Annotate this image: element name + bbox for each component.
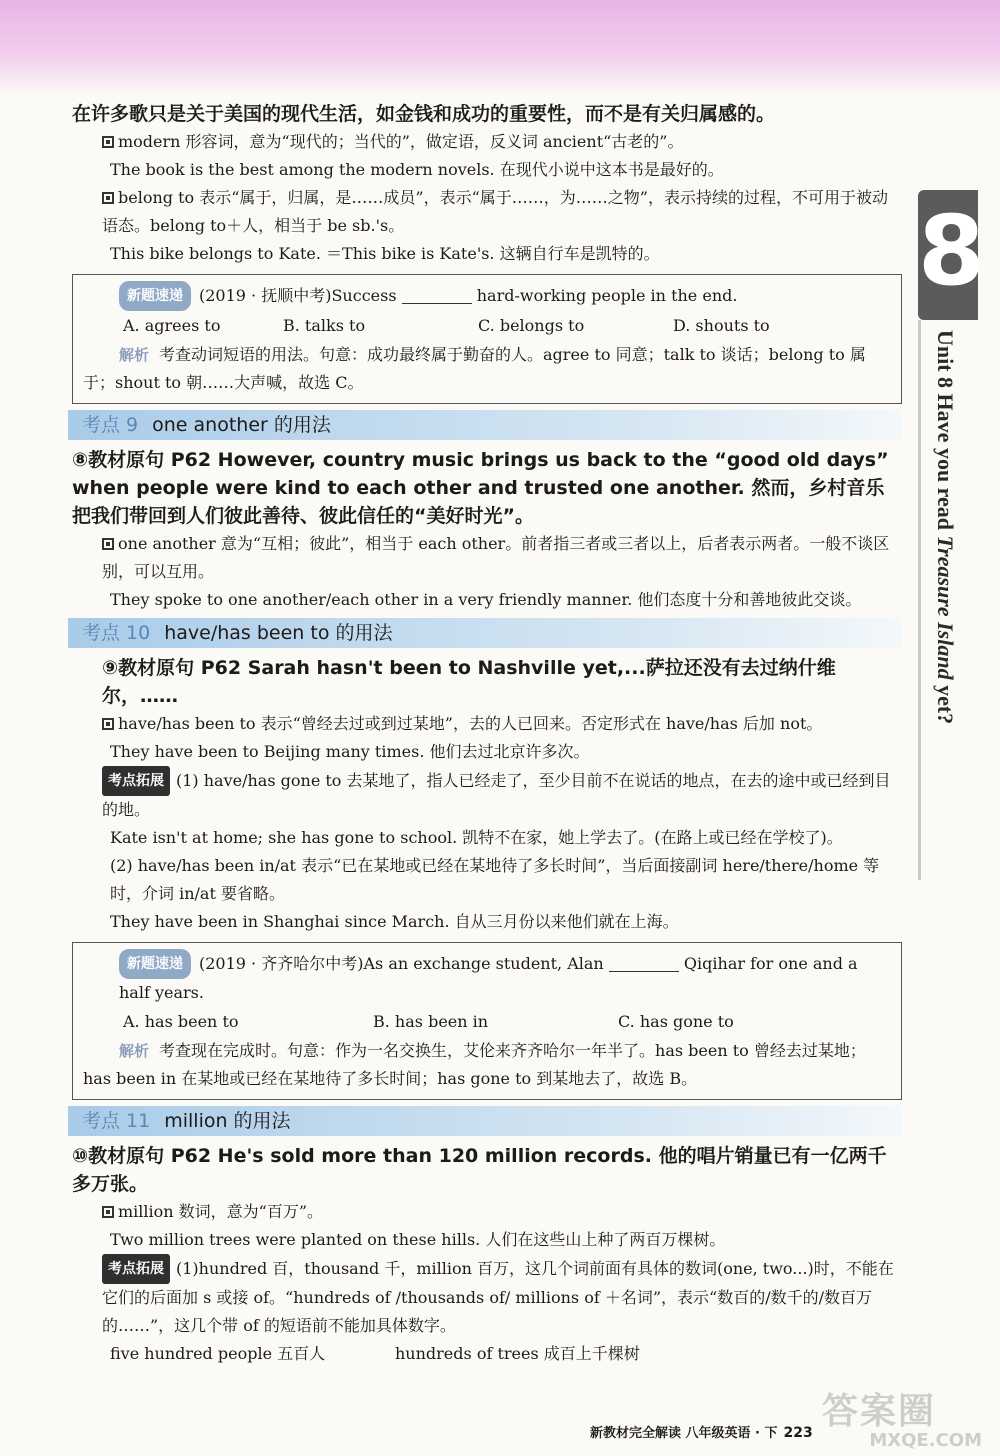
page-number: 223 — [783, 1425, 813, 1441]
page-content — [72, 100, 902, 1368]
extension-badge: 考点拓展 — [102, 766, 170, 796]
extension-hundreds-of: 考点拓展 (1)hundred 百，thousand 千，million 百万，这几个词前面有具体的数词(one, two...)时，不能在它们的后面加 s 或接 of。“hundreds of /thousands of/ millions of ＋名词”，表示“数百的/数千的/数百万的……”，这几个带 of 的短语前不能加具体数字。 — [72, 1254, 902, 1340]
new-question-badge: 新题速递 — [119, 281, 191, 311]
key-point-9-header: 考点 9 one another 的用法 — [68, 410, 902, 440]
exercise-options — [83, 1007, 891, 1037]
key-point-11-header: 考点 11 million 的用法 — [68, 1106, 902, 1136]
example-been-in: They have been in Shanghai since March. 自从三月份以来他们就在上海。 — [110, 912, 679, 931]
option-b: B. has been in — [373, 1012, 489, 1031]
watermark: 答案圈 MXQE.COM — [822, 1391, 982, 1451]
exercise-stem: 新题速递 (2019 · 抚顺中考)Success hard-working people in the end. — [83, 281, 891, 311]
exercise-box-1 — [72, 274, 902, 404]
exercise-box-2 — [72, 942, 902, 1100]
example-have-been-to: They have been to Beijing many times. 他们去过北京许多次。 — [110, 742, 590, 761]
sentence-translation: 在许多歌只是关于美国的现代生活，如金钱和成功的重要性，而不是有关归属感的。 — [72, 103, 776, 125]
side-divider — [918, 320, 921, 880]
unit-number: 8 — [918, 195, 985, 307]
example-one-another: They spoke to one another/each other in a very friendly manner. 他们态度十分和善地彼此交谈。 — [110, 590, 862, 609]
option-b: B. talks to — [283, 316, 366, 335]
note-modern: modern 形容词，意为“现代的；当代的”，做定语，反义词 ancient“古老的”。 — [72, 128, 902, 156]
extension-been-in: (2) have/has been in/at 表示“已在某地或已经在某地待了多长时间”，当后面接副词 here/there/home 等时，介词 in/at 要省略。 — [110, 856, 880, 903]
extension-gone-to: 考点拓展 (1) have/has gone to 去某地了，指人已经走了，至少目前不在说话的地点，在去的途中或已经到目的地。 — [72, 766, 902, 824]
example-million: Two million trees were planted on these hills. 人们在这些山上种了两百万棵树。 — [110, 1230, 726, 1249]
new-question-badge: 新题速递 — [119, 949, 191, 979]
answer-blank — [402, 289, 472, 304]
exercise-analysis: 解析 考查动词短语的用法。句意：成功最终属于勤奋的人。agree to 同意；talk to 谈话；belong to 属于；shout to 朝……大声喊，故选 C。 — [83, 345, 866, 392]
answer-blank — [609, 957, 679, 972]
extension-badge: 考点拓展 — [102, 1254, 170, 1284]
option-c: C. belongs to — [478, 316, 585, 335]
square-bullet-icon — [102, 192, 114, 204]
page-footer — [590, 1422, 813, 1441]
square-bullet-icon — [102, 136, 114, 148]
option-d: D. shouts to — [673, 316, 770, 335]
option-c: C. has gone to — [618, 1012, 734, 1031]
example-modern: The book is the best among the modern novels. 在现代小说中这本书是最好的。 — [110, 160, 724, 179]
textbook-sentence-9: ⑨教材原句 P62 Sarah hasn't been to Nashville yet,...萨拉还没有去过纳什维尔，…… — [102, 657, 836, 707]
exercise-options — [83, 311, 891, 341]
note-million: million 数词，意为“百万”。 — [72, 1198, 902, 1226]
option-a: A. has been to — [123, 1012, 239, 1031]
option-a: A. agrees to — [123, 316, 221, 335]
exercise-stem: 新题速递 (2019 · 齐齐哈尔中考)As an exchange student, Alan Qiqihar for one and a half years. — [83, 949, 891, 1007]
textbook-sentence-8: ⑧教材原句 P62 However, country music brings us back to the “good old days” when people were kind to each other and trusted one another. 然而，乡村音乐把我们带回到人们彼此善待、彼此信任的“美好时光”。 — [72, 449, 889, 527]
exercise-analysis: 解析 考查现在完成时。句意：作为一名交换生，艾伦来齐齐哈尔一年半了。has been to 曾经去过某地；has been in 在某地或已经在某地待了多长时间；has gone to 到某地去了，故选 B。 — [83, 1041, 866, 1088]
book-series: 新教材完全解读 八年级英语 · 下 — [590, 1426, 778, 1441]
note-have-been-to: have/has been to 表示“曾经去过或到过某地”，去的人已回来。否定形式在 have/has 后加 not。 — [72, 710, 902, 738]
square-bullet-icon — [102, 718, 114, 730]
analysis-label: 解析 — [119, 1042, 150, 1060]
note-one-another: one another 意为“互相；彼此”，相当于 each other。前者指三者或三者以上，后者表示两者。一般不谈区别，可以互用。 — [102, 534, 890, 581]
analysis-label: 解析 — [119, 346, 150, 364]
key-point-10-header: 考点 10 have/has been to 的用法 — [68, 618, 902, 648]
top-decoration-band — [0, 0, 1000, 96]
note-belong-to: belong to 表示“属于，归属，是……成员”，表示“属于……，为……之物”，表示持续的过程，不可用于被动语态。belong to＋人，相当于 be sb.'s。 — [102, 188, 888, 235]
example-gone-to: Kate isn't at home; she has gone to school. 凯特不在家，她上学去了。(在路上或已经在学校了)。 — [110, 828, 843, 847]
example-numbers: five hundred people 五百人 hundreds of trees 成百上千棵树 — [110, 1344, 640, 1363]
unit-title-vertical: Unit 8 Have you read Treasure Island yet? — [933, 330, 958, 725]
square-bullet-icon — [102, 538, 114, 550]
square-bullet-icon — [102, 1206, 114, 1218]
example-belong-to: This bike belongs to Kate. ＝This bike is Kate's. 这辆自行车是凯特的。 — [110, 244, 660, 263]
textbook-sentence-10: ⑩教材原句 P62 He's sold more than 120 million records. 他的唱片销量已有一亿两千多万张。 — [72, 1145, 887, 1195]
